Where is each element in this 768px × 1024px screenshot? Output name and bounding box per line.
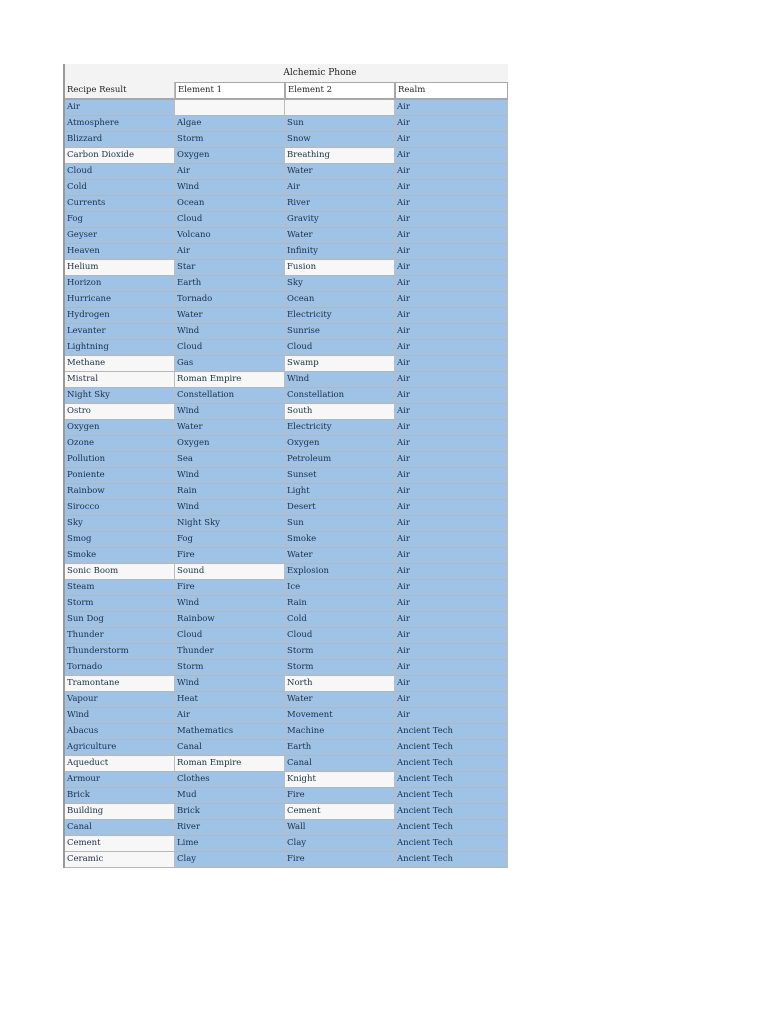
cell-element-2: Smoke [285, 532, 395, 548]
header-element-2: Element 2 [285, 82, 395, 100]
cell-recipe-result: Mistral [65, 372, 175, 388]
cell-realm: Air [395, 196, 508, 212]
cell-recipe-result: Ceramic [65, 852, 175, 868]
table-row [65, 244, 508, 260]
cell-realm: Air [395, 244, 508, 260]
cell-element-1: Cloud [175, 340, 285, 356]
cell-realm: Air [395, 260, 508, 276]
cell-realm: Air [395, 308, 508, 324]
cell-recipe-result: Rainbow [65, 484, 175, 500]
cell-element-1: Brick [175, 804, 285, 820]
cell-element-2: Earth [285, 740, 395, 756]
cell-element-2: Explosion [285, 564, 395, 580]
cell-element-2 [285, 100, 395, 116]
cell-element-2: Cloud [285, 628, 395, 644]
cell-recipe-result: Levanter [65, 324, 175, 340]
cell-recipe-result: Cold [65, 180, 175, 196]
cell-element-1: Oxygen [175, 148, 285, 164]
cell-recipe-result: Cloud [65, 164, 175, 180]
cell-element-1: Wind [175, 596, 285, 612]
cell-recipe-result: Horizon [65, 276, 175, 292]
header-realm: Realm [395, 82, 508, 100]
cell-realm: Ancient Tech [395, 788, 508, 804]
cell-element-1: Algae [175, 116, 285, 132]
cell-recipe-result: Night Sky [65, 388, 175, 404]
cell-element-2: Fire [285, 852, 395, 868]
cell-realm: Air [395, 628, 508, 644]
cell-recipe-result: Brick [65, 788, 175, 804]
cell-element-2: North [285, 676, 395, 692]
table-row [65, 148, 508, 164]
cell-element-2: Sun [285, 116, 395, 132]
header-element-1: Element 1 [175, 82, 285, 100]
cell-realm: Air [395, 452, 508, 468]
cell-element-2: Water [285, 548, 395, 564]
table-row [65, 724, 508, 740]
cell-element-2: Ice [285, 580, 395, 596]
cell-realm: Air [395, 340, 508, 356]
cell-element-1: Volcano [175, 228, 285, 244]
cell-realm: Air [395, 116, 508, 132]
cell-element-1: Gas [175, 356, 285, 372]
cell-element-1: River [175, 820, 285, 836]
cell-element-2: Air [285, 180, 395, 196]
cell-element-1: Fog [175, 532, 285, 548]
cell-recipe-result: Ostro [65, 404, 175, 420]
cell-recipe-result: Atmosphere [65, 116, 175, 132]
cell-element-2: Water [285, 228, 395, 244]
cell-realm: Air [395, 708, 508, 724]
cell-realm: Air [395, 276, 508, 292]
cell-recipe-result: Thunder [65, 628, 175, 644]
table-row [65, 452, 508, 468]
cell-recipe-result: Hydrogen [65, 308, 175, 324]
cell-realm: Air [395, 132, 508, 148]
cell-recipe-result: Air [65, 100, 175, 116]
cell-element-2: Cloud [285, 340, 395, 356]
cell-realm: Air [395, 612, 508, 628]
cell-recipe-result: Tramontane [65, 676, 175, 692]
cell-element-1: Ocean [175, 196, 285, 212]
cell-realm: Ancient Tech [395, 772, 508, 788]
table-row [65, 100, 508, 116]
cell-element-2: Machine [285, 724, 395, 740]
table-row [65, 308, 508, 324]
cell-realm: Air [395, 148, 508, 164]
table-row [65, 532, 508, 548]
cell-realm: Air [395, 548, 508, 564]
cell-element-1: Water [175, 308, 285, 324]
table-row [65, 180, 508, 196]
cell-recipe-result: Wind [65, 708, 175, 724]
cell-element-1: Air [175, 708, 285, 724]
cell-recipe-result: Sirocco [65, 500, 175, 516]
cell-element-2: Oxygen [285, 436, 395, 452]
table-row [65, 116, 508, 132]
cell-element-2: Knight [285, 772, 395, 788]
cell-realm: Ancient Tech [395, 836, 508, 852]
table-row [65, 484, 508, 500]
cell-element-2: Infinity [285, 244, 395, 260]
cell-element-2: Wind [285, 372, 395, 388]
table-body [65, 100, 508, 868]
cell-element-2: Swamp [285, 356, 395, 372]
cell-element-1: Canal [175, 740, 285, 756]
table-row [65, 356, 508, 372]
cell-element-1: Night Sky [175, 516, 285, 532]
cell-recipe-result: Armour [65, 772, 175, 788]
cell-realm: Air [395, 404, 508, 420]
cell-recipe-result: Currents [65, 196, 175, 212]
cell-recipe-result: Building [65, 804, 175, 820]
cell-element-1: Clothes [175, 772, 285, 788]
cell-recipe-result: Aqueduct [65, 756, 175, 772]
table-row [65, 644, 508, 660]
cell-element-1: Wind [175, 468, 285, 484]
cell-recipe-result: Geyser [65, 228, 175, 244]
cell-element-1: Fire [175, 548, 285, 564]
table-row [65, 420, 508, 436]
cell-element-2: Constellation [285, 388, 395, 404]
cell-element-1: Sound [175, 564, 285, 580]
cell-realm: Air [395, 660, 508, 676]
cell-element-2: Fire [285, 788, 395, 804]
table-row [65, 676, 508, 692]
cell-realm: Air [395, 420, 508, 436]
cell-element-1: Oxygen [175, 436, 285, 452]
table-row [65, 660, 508, 676]
cell-element-1: Roman Empire [175, 756, 285, 772]
cell-realm: Ancient Tech [395, 820, 508, 836]
table-row [65, 740, 508, 756]
cell-recipe-result: Smog [65, 532, 175, 548]
table-row [65, 212, 508, 228]
cell-element-1: Constellation [175, 388, 285, 404]
cell-element-2: Water [285, 164, 395, 180]
cell-element-1: Earth [175, 276, 285, 292]
cell-recipe-result: Oxygen [65, 420, 175, 436]
cell-element-2: Movement [285, 708, 395, 724]
cell-recipe-result: Abacus [65, 724, 175, 740]
table-row [65, 372, 508, 388]
cell-recipe-result: Storm [65, 596, 175, 612]
cell-recipe-result: Pollution [65, 452, 175, 468]
cell-recipe-result: Lightning [65, 340, 175, 356]
table-row [65, 580, 508, 596]
cell-element-1: Rain [175, 484, 285, 500]
cell-recipe-result: Steam [65, 580, 175, 596]
cell-element-1: Mud [175, 788, 285, 804]
cell-element-2: Sky [285, 276, 395, 292]
cell-realm: Air [395, 516, 508, 532]
cell-realm: Air [395, 100, 508, 116]
table-row [65, 340, 508, 356]
cell-element-1: Heat [175, 692, 285, 708]
table-row [65, 628, 508, 644]
table-row [65, 820, 508, 836]
cell-element-2: River [285, 196, 395, 212]
cell-element-2: Rain [285, 596, 395, 612]
table-row [65, 276, 508, 292]
cell-element-1: Air [175, 244, 285, 260]
cell-element-1: Sea [175, 452, 285, 468]
cell-element-1: Lime [175, 836, 285, 852]
table-row [65, 612, 508, 628]
cell-element-1: Clay [175, 852, 285, 868]
cell-recipe-result: Tornado [65, 660, 175, 676]
cell-element-2: Water [285, 692, 395, 708]
cell-realm: Air [395, 388, 508, 404]
cell-element-2: Snow [285, 132, 395, 148]
cell-element-1: Cloud [175, 628, 285, 644]
cell-realm: Ancient Tech [395, 852, 508, 868]
cell-element-2: Gravity [285, 212, 395, 228]
table-row [65, 132, 508, 148]
cell-recipe-result: Hurricane [65, 292, 175, 308]
header-recipe-result: Recipe Result [65, 82, 175, 100]
cell-recipe-result: Heaven [65, 244, 175, 260]
cell-realm: Air [395, 356, 508, 372]
cell-recipe-result: Carbon Dioxide [65, 148, 175, 164]
cell-realm: Air [395, 324, 508, 340]
cell-element-1: Fire [175, 580, 285, 596]
cell-recipe-result: Smoke [65, 548, 175, 564]
cell-element-1: Star [175, 260, 285, 276]
cell-element-1: Cloud [175, 212, 285, 228]
cell-element-2: Storm [285, 644, 395, 660]
cell-element-2: Light [285, 484, 395, 500]
cell-element-1: Wind [175, 404, 285, 420]
cell-element-1: Tornado [175, 292, 285, 308]
cell-element-2: Desert [285, 500, 395, 516]
cell-realm: Ancient Tech [395, 740, 508, 756]
cell-element-1: Thunder [175, 644, 285, 660]
table-row [65, 404, 508, 420]
cell-realm: Air [395, 468, 508, 484]
table-row [65, 468, 508, 484]
cell-realm: Air [395, 372, 508, 388]
table-row [65, 388, 508, 404]
cell-recipe-result: Sun Dog [65, 612, 175, 628]
cell-element-2: Electricity [285, 308, 395, 324]
table-row [65, 756, 508, 772]
table-row [65, 692, 508, 708]
cell-realm: Air [395, 212, 508, 228]
cell-recipe-result: Sky [65, 516, 175, 532]
cell-element-2: Breathing [285, 148, 395, 164]
table-row [65, 548, 508, 564]
sheet-title-row [65, 64, 508, 82]
table-row [65, 228, 508, 244]
cell-recipe-result: Sonic Boom [65, 564, 175, 580]
cell-element-2: South [285, 404, 395, 420]
cell-recipe-result: Methane [65, 356, 175, 372]
cell-element-2: Ocean [285, 292, 395, 308]
cell-element-2: Wall [285, 820, 395, 836]
cell-realm: Air [395, 692, 508, 708]
table-row [65, 324, 508, 340]
cell-recipe-result: Vapour [65, 692, 175, 708]
cell-element-1: Wind [175, 324, 285, 340]
cell-realm: Ancient Tech [395, 724, 508, 740]
cell-element-2: Sunrise [285, 324, 395, 340]
cell-element-1: Storm [175, 132, 285, 148]
table-row [65, 788, 508, 804]
cell-element-2: Electricity [285, 420, 395, 436]
table-row [65, 804, 508, 820]
cell-element-1 [175, 100, 285, 116]
table-row [65, 708, 508, 724]
table-row [65, 164, 508, 180]
table-row [65, 500, 508, 516]
cell-realm: Air [395, 164, 508, 180]
cell-element-1: Mathematics [175, 724, 285, 740]
cell-realm: Air [395, 180, 508, 196]
cell-element-2: Storm [285, 660, 395, 676]
cell-element-1: Storm [175, 660, 285, 676]
cell-realm: Air [395, 532, 508, 548]
cell-realm: Ancient Tech [395, 804, 508, 820]
header-row [65, 82, 508, 100]
cell-recipe-result: Ozone [65, 436, 175, 452]
cell-recipe-result: Agriculture [65, 740, 175, 756]
table-row [65, 436, 508, 452]
table-row [65, 516, 508, 532]
table-row [65, 836, 508, 852]
cell-element-2: Clay [285, 836, 395, 852]
table-row [65, 564, 508, 580]
recipe-sheet [63, 64, 508, 868]
cell-realm: Air [395, 644, 508, 660]
cell-realm: Air [395, 292, 508, 308]
cell-recipe-result: Helium [65, 260, 175, 276]
cell-realm: Air [395, 500, 508, 516]
cell-element-2: Cement [285, 804, 395, 820]
cell-element-2: Canal [285, 756, 395, 772]
cell-element-1: Rainbow [175, 612, 285, 628]
cell-element-1: Wind [175, 500, 285, 516]
sheet-title: Alchemic Phone [283, 68, 357, 78]
cell-realm: Air [395, 580, 508, 596]
cell-realm: Air [395, 484, 508, 500]
table-row [65, 292, 508, 308]
cell-recipe-result: Thunderstorm [65, 644, 175, 660]
cell-element-2: Cold [285, 612, 395, 628]
table-row [65, 852, 508, 868]
cell-recipe-result: Blizzard [65, 132, 175, 148]
table-row [65, 260, 508, 276]
table-row [65, 772, 508, 788]
cell-realm: Ancient Tech [395, 756, 508, 772]
cell-recipe-result: Cement [65, 836, 175, 852]
cell-element-1: Water [175, 420, 285, 436]
cell-realm: Air [395, 676, 508, 692]
cell-recipe-result: Fog [65, 212, 175, 228]
cell-element-1: Wind [175, 676, 285, 692]
cell-element-2: Fusion [285, 260, 395, 276]
cell-recipe-result: Poniente [65, 468, 175, 484]
table-row [65, 196, 508, 212]
cell-realm: Air [395, 564, 508, 580]
cell-element-2: Sunset [285, 468, 395, 484]
cell-recipe-result: Canal [65, 820, 175, 836]
cell-element-2: Petroleum [285, 452, 395, 468]
cell-element-1: Wind [175, 180, 285, 196]
cell-realm: Air [395, 228, 508, 244]
table-row [65, 596, 508, 612]
cell-realm: Air [395, 436, 508, 452]
cell-element-2: Sun [285, 516, 395, 532]
cell-element-1: Roman Empire [175, 372, 285, 388]
cell-realm: Air [395, 596, 508, 612]
recipe-table [65, 82, 508, 868]
cell-element-1: Air [175, 164, 285, 180]
